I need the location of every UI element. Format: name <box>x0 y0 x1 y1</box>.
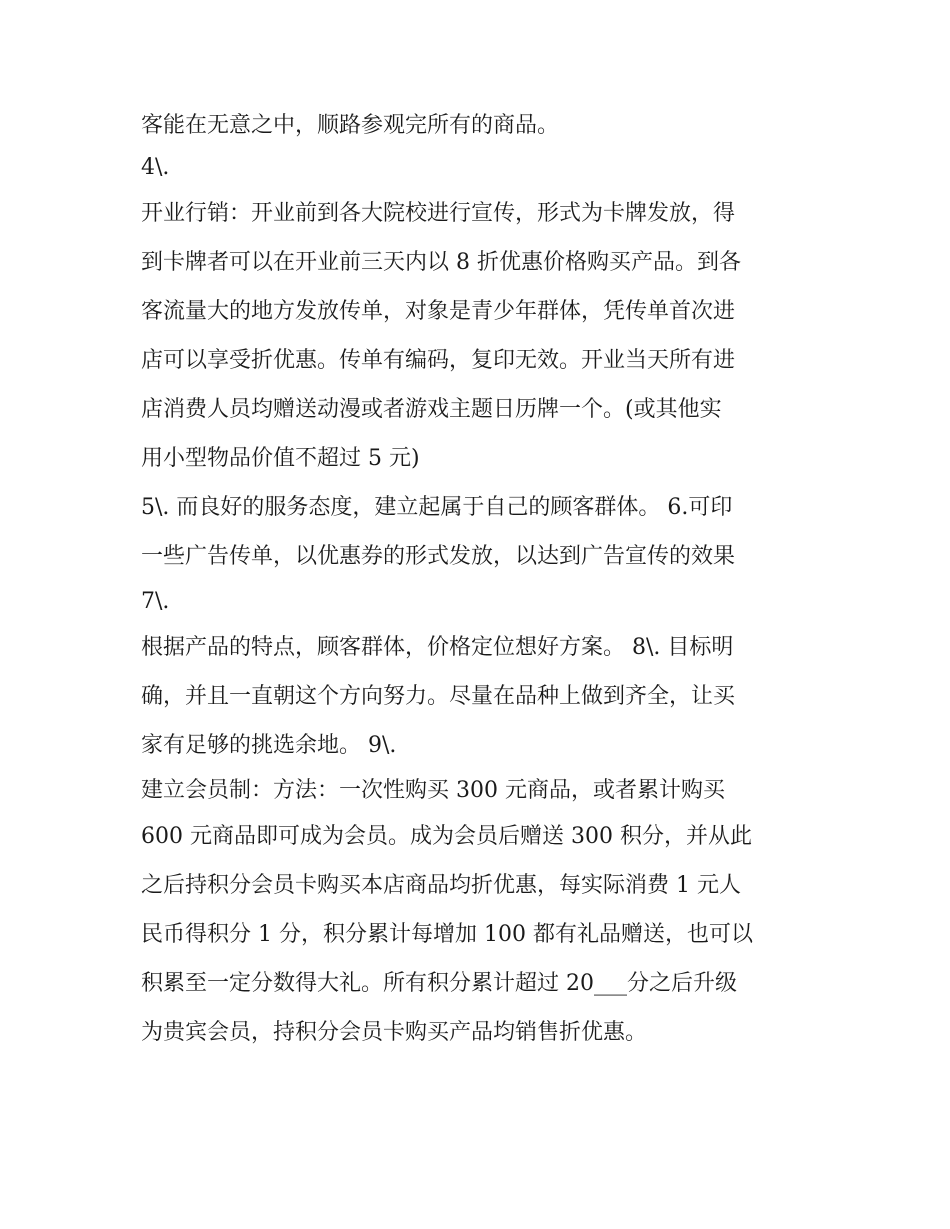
text-line: 店可以享受折优惠。传单有编码，复印无效。开业当天所有进 <box>141 348 736 373</box>
text-line: 到卡牌者可以在开业前三天内以 8 折优惠价格购买产品。到各 <box>141 250 741 275</box>
text-line: 5\. 而良好的服务态度，建立起属于自己的顾客群体。 6.可印 <box>141 495 733 520</box>
text-line: 一些广告传单，以优惠券的形式发放，以达到广告宣传的效果 <box>141 544 736 569</box>
text-line: 开业行销：开业前到各大院校进行宣传，形式为卡牌发放，得 <box>141 201 736 226</box>
text-line: 客流量大的地方发放传单，对象是青少年群体，凭传单首次进 <box>141 299 736 324</box>
text-line: 4\. <box>141 155 170 180</box>
text-line: 用小型物品价值不超过 5 元) <box>141 446 420 471</box>
document-body <box>141 105 821 1057</box>
text-line: 之后持积分会员卡购买本店商品均折优惠，每实际消费 1 元人 <box>141 873 741 898</box>
text-line: 民币得积分 1 分，积分累计每增加 100 都有礼品赠送，也可以 <box>141 922 753 947</box>
text-line: 为贵宾会员，持积分会员卡购买产品均销售折优惠。 <box>141 1020 648 1045</box>
text-line: 600 元商品即可成为会员。成为会员后赠送 300 积分，并从此 <box>141 824 752 849</box>
text-line: 积累至一定分数得大礼。所有积分累计超过 20___分之后升级 <box>141 971 737 996</box>
text-line: 确，并且一直朝这个方向努力。尽量在品种上做到齐全，让买 <box>141 684 736 709</box>
text-line: 家有足够的挑选余地。 9\. <box>141 733 397 758</box>
text-line: 7\. <box>141 589 170 614</box>
text-line: 建立会员制：方法：一次性购买 300 元商品，或者累计购买 <box>141 778 725 803</box>
text-line: 店消费人员均赠送动漫或者游戏主题日历牌一个。(或其他实 <box>141 397 722 422</box>
text-line: 客能在无意之中，顺路参观完所有的商品。 <box>141 113 560 138</box>
text-line: 根据产品的特点，顾客群体，价格定位想好方案。 8\. 目标明 <box>141 635 734 660</box>
